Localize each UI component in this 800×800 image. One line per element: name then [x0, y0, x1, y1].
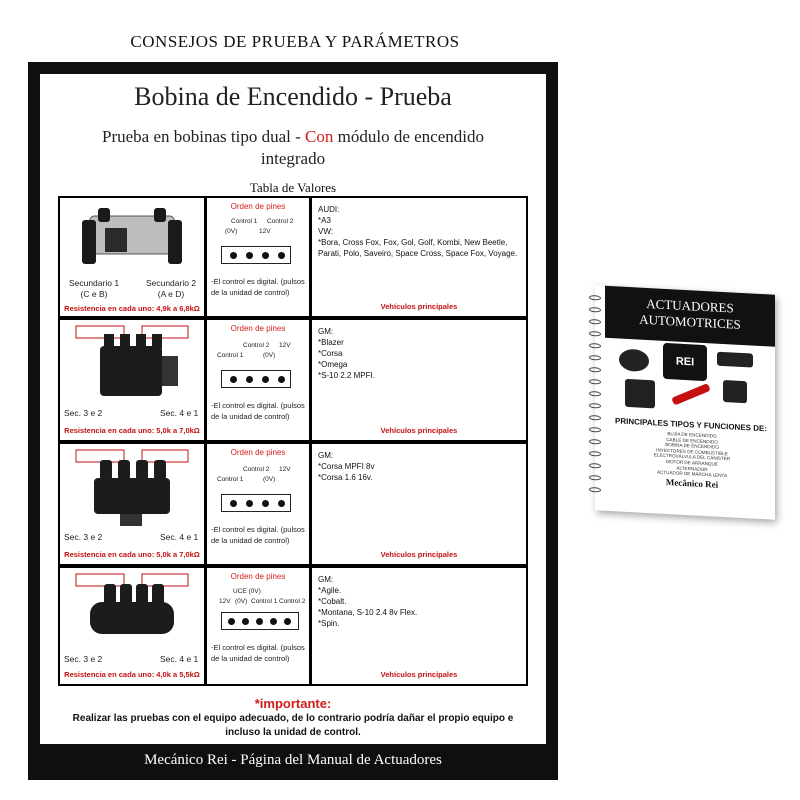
pins-title: Orden de pines [230, 324, 286, 333]
coil-image-cell [60, 568, 204, 684]
book-cover [595, 285, 775, 519]
pin-order-cell [207, 444, 309, 564]
pin [284, 618, 291, 625]
control-note: -El control es digital. (pulsos de la unidad de control) [211, 643, 305, 663]
pin-label: Control 1 [251, 598, 278, 605]
secondary-left-label: Sec. 3 e 2 [64, 654, 103, 664]
part-image [723, 380, 747, 403]
connector-diagram [221, 494, 291, 512]
secondary-left-label: Sec. 3 e 2 [64, 408, 103, 418]
control-note: -El control es digital. (pulsos de la unidad de control) [211, 525, 305, 545]
pins-title: Orden de pines [230, 202, 286, 211]
pin-order-cell [207, 568, 309, 684]
pin [230, 376, 237, 383]
pin [230, 252, 237, 259]
manual-page [28, 62, 558, 780]
resistance-value: Resistencia en cada uno: 5,0k a 7,0kΩ [64, 550, 200, 559]
pin [228, 618, 235, 625]
table-row [58, 566, 528, 686]
page-heading: CONSEJOS DE PRUEBA Y PARÁMETROS [130, 32, 460, 51]
vehicles-cell [312, 444, 526, 564]
pin [262, 252, 269, 259]
coil-image-cell [60, 444, 204, 564]
sheet-footer: Mecánico Rei - Página del Manual de Actuadores [144, 752, 442, 768]
vehicles-label: Vehículos principales [380, 670, 458, 679]
subtitle-highlight: Con [305, 127, 334, 146]
pin-label: Control 1 [217, 352, 244, 359]
pin-order-cell [207, 320, 309, 440]
pin-label: Control 2 [279, 598, 306, 605]
pin [230, 500, 237, 507]
book-title: ACTUADORES AUTOMOTRICES [605, 286, 775, 347]
pin [262, 500, 269, 507]
vehicles-label: Vehículos principales [380, 426, 458, 435]
coil-image [60, 320, 204, 408]
pin-label: (0V) [225, 228, 238, 235]
book-author: Mecânico Rei [665, 476, 719, 490]
coil-image [60, 444, 204, 532]
vehicles-cell [312, 198, 526, 316]
part-image [625, 379, 655, 409]
resistance-value: Resistencia en cada uno: 4,9k a 6,8kΩ [64, 304, 200, 313]
control-note: -El control es digital. (pulsos de la unidad de control) [211, 401, 305, 421]
pin [256, 618, 263, 625]
book-logo: REI [663, 343, 707, 381]
pin-label: Control 2 [267, 218, 294, 225]
pin [246, 500, 253, 507]
vehicles-list: GM: *Agile. *Cobalt. *Montana, S-10 2.4 8v Flex. *Spin. [318, 575, 418, 628]
pin [262, 376, 269, 383]
sheet-title: Bobina de Encendido - Prueba [134, 82, 452, 111]
spiral-binding [589, 295, 603, 501]
coil-image [60, 568, 204, 652]
vehicles-list: AUDI: *A3 VW: *Bora, Cross Fox, Fox, Gol, Golf, Kombi, New Beetle, Parati, Polo, Saveiro, Space Cross, Space Fox, Voyage. [318, 205, 518, 258]
sheet-subtitle [70, 126, 516, 170]
pin [270, 618, 277, 625]
secondary-left-label: Sec. 3 e 2 [64, 532, 103, 542]
table-title: Tabla de Valores [249, 180, 337, 195]
pin-label: UCE (0V) [233, 588, 261, 595]
pin-label: Control 2 [243, 342, 270, 349]
vehicles-cell [312, 568, 526, 684]
pin-label: Control 1 [231, 218, 258, 225]
important-label: *importante: [254, 696, 332, 711]
secondary-right-label: Secundario 2 (A e D) [145, 278, 197, 299]
vehicles-list: GM: *Corsa MPFI 8v *Corsa 1.6 16v. [318, 451, 375, 482]
control-note: -El control es digital. (pulsos de la unidad de control) [211, 277, 305, 297]
pin [242, 618, 249, 625]
table-row [58, 196, 528, 318]
pin [246, 252, 253, 259]
manual-page-content [40, 74, 546, 744]
vehicles-label: Vehículos principales [380, 302, 458, 311]
pin-label: (0V) [263, 476, 276, 483]
table-row [58, 318, 528, 442]
secondary-right-label: Sec. 4 e 1 [160, 654, 199, 664]
pin-label: 12V [259, 228, 271, 235]
table-row [58, 442, 528, 566]
part-image [717, 352, 753, 368]
book-subtitle: PRINCIPALES TIPOS Y FUNCIONES DE: [614, 416, 768, 434]
important-note: Realizar las pruebas con el equipo adecuado, de lo contrario podría dañar el propio equipo e incluso la unidad de control. [72, 713, 514, 738]
pin-label: 12V [219, 598, 231, 605]
subtitle-post: módulo de encendido integrado [260, 127, 484, 168]
subtitle-pre: Prueba en bobinas tipo dual - [102, 127, 306, 146]
resistance-value: Resistencia en cada uno: 5,0k a 7,0kΩ [64, 426, 200, 435]
coil-image-cell [60, 198, 204, 316]
pins-title: Orden de pines [230, 572, 286, 581]
coil-image [60, 198, 204, 278]
secondary-right-label: Sec. 4 e 1 [160, 408, 199, 418]
pin-label: (0V) [263, 352, 276, 359]
pin-label: Control 1 [217, 476, 244, 483]
values-table [58, 196, 528, 686]
secondary-right-label: Sec. 4 e 1 [160, 532, 199, 542]
book-topic-list: BUJÍA DE ENCENDIDO CABLE DE ENCENDIDO BOBINA DE ENCENDIDO INYECTORES DE COMBUSTIBLE ELECTROVÁLVULA DEL CÁNISTER MOTOR DE ARRANQUE ALTERNADOR ACTUADOR DE MARCHA LENTA [653, 431, 731, 479]
coil-image-cell [60, 320, 204, 440]
pin [246, 376, 253, 383]
pin-label: Control 2 [243, 466, 270, 473]
part-image [619, 349, 649, 373]
pins-title: Orden de pines [230, 448, 286, 457]
resistance-value: Resistencia en cada uno: 4,0k a 5,5kΩ [64, 670, 200, 679]
connector-diagram [221, 246, 291, 264]
vehicles-cell [312, 320, 526, 440]
connector-diagram [221, 612, 299, 630]
pin [278, 252, 285, 259]
pin [278, 376, 285, 383]
pin [278, 500, 285, 507]
vehicles-list: GM: *Blazer *Corsa *Omega *S-10 2.2 MPFI. [318, 327, 375, 380]
secondary-left-label: Secundario 1 (C e B) [68, 278, 120, 299]
connector-diagram [221, 370, 291, 388]
part-image [671, 383, 711, 405]
pin-order-cell [207, 198, 309, 316]
vehicles-label: Vehículos principales [380, 550, 458, 559]
pin-label: 12V [279, 466, 291, 473]
pin-label: 12V [279, 342, 291, 349]
pin-label: (0V) [235, 598, 248, 605]
